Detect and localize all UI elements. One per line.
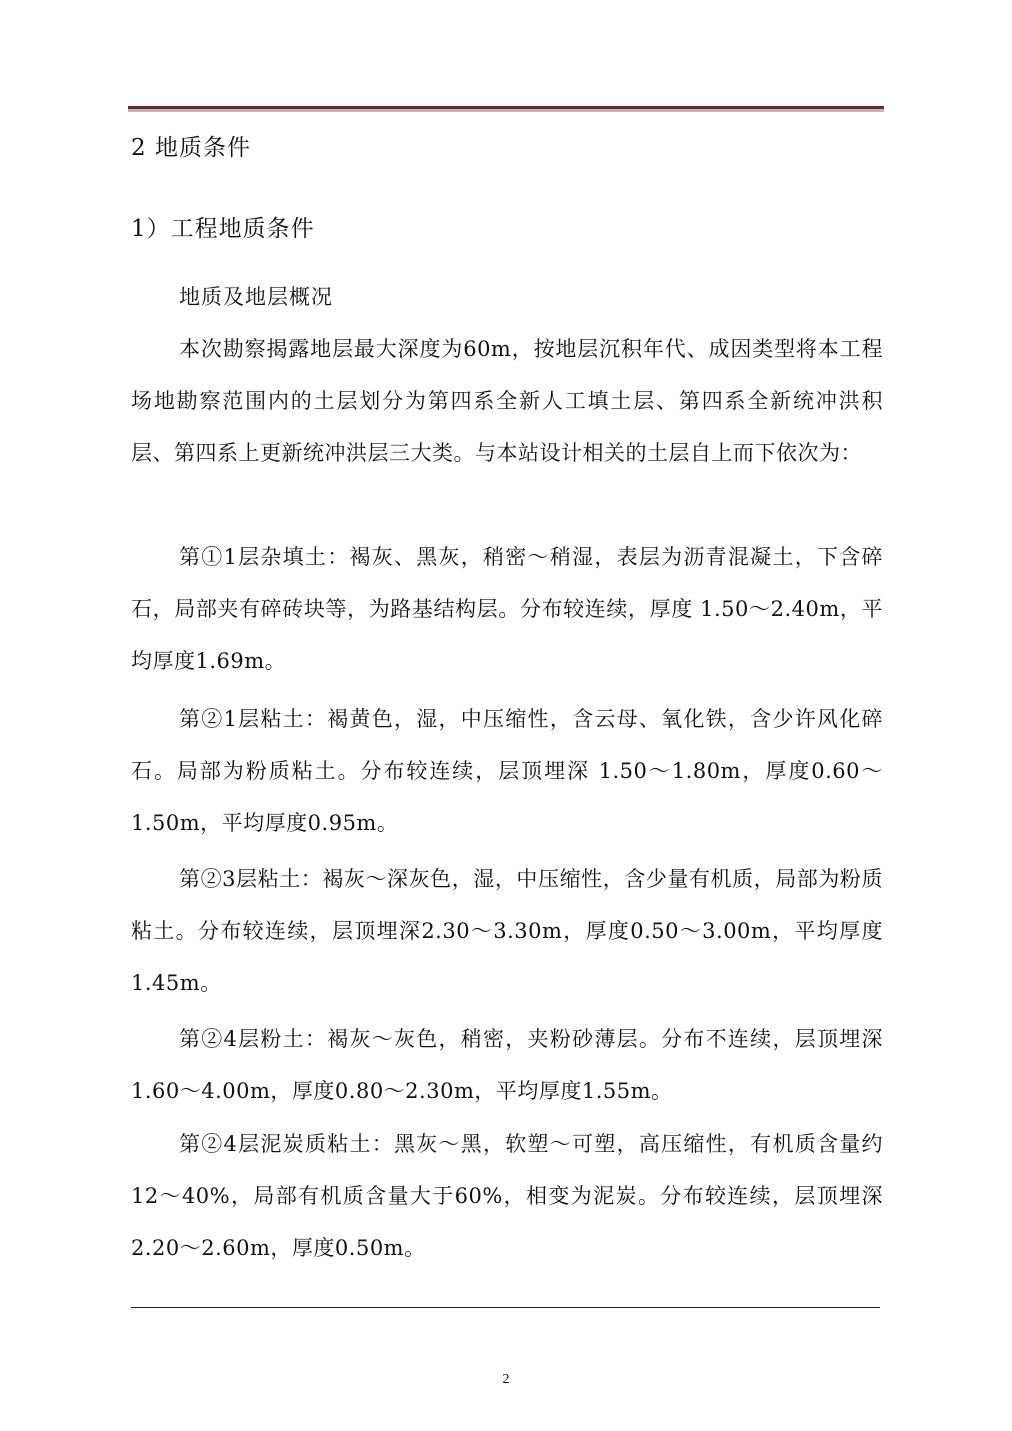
footer-rule <box>131 1307 880 1308</box>
subsection-heading: 1）工程地质条件 <box>131 216 315 242</box>
topic-heading: 地质及地层概况 <box>179 285 333 309</box>
header-rule <box>128 106 884 109</box>
paragraph-layer-2-3: 第②3层粘土：褐灰～深灰色，湿，中压缩性，含少量有机质，局部为粉质粘土。分布较连续，层顶埋深2.30～3.30m，厚度0.50～3.00m，平均厚度1.45m。 <box>131 867 883 995</box>
paragraph-intro: 本次勘察揭露地层最大深度为60m，按地层沉积年代、成因类型将本工程场地勘察范围内的土层划分为第四系全新人工填土层、第四系全新统冲洪积层、第四系上更新统冲洪层三大类。与本站设计相关的土层自上而下依次为： <box>131 337 883 465</box>
page-number: 2 <box>502 1372 510 1387</box>
paragraph-layer-1-1: 第①1层杂填土：褐灰、黑灰，稍密～稍湿，表层为沥青混凝土，下含碎石，局部夹有碎砖块等，为路基结构层。分布较连续，厚度 1.50～2.40m，平均厚度1.69m。 <box>131 545 883 673</box>
section-heading: 2 地质条件 <box>131 135 251 161</box>
paragraph-layer-2-4-silt: 第②4层粉土：褐灰～灰色，稍密，夹粉砂薄层。分布不连续，层顶埋深1.60～4.00m，厚度0.80～2.30m，平均厚度1.55m。 <box>131 1027 883 1103</box>
paragraph-layer-2-4-peat: 第②4层泥炭质粘土：黑灰～黑，软塑～可塑，高压缩性，有机质含量约12～40%，局部有机质含量大于60%，相变为泥炭。分布较连续，层顶埋深2.20～2.60m，厚度0.50m。 <box>131 1132 883 1260</box>
paragraph-layer-2-1: 第②1层粘土：褐黄色，湿，中压缩性，含云母、氧化铁，含少许风化碎石。局部为粉质粘土。分布较连续，层顶埋深 1.50～1.80m，厚度0.60～1.50m，平均厚度0.95m。 <box>131 707 883 835</box>
